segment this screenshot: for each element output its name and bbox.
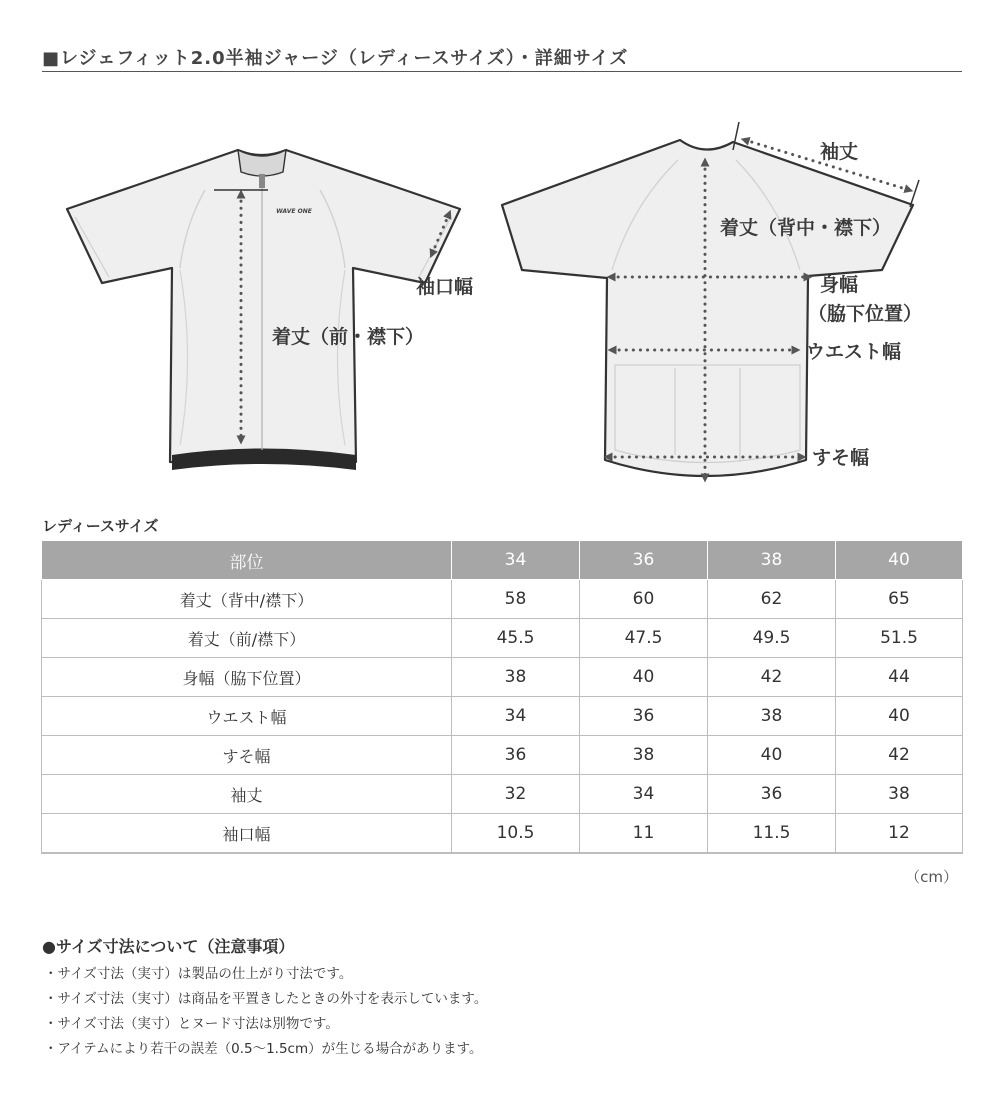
cell-value: 38 xyxy=(580,736,708,775)
row-part: 袖丈 xyxy=(42,775,452,814)
notes-list xyxy=(44,962,487,1062)
brand-logo: WAVE ONE xyxy=(276,208,312,215)
cell-value: 42 xyxy=(708,658,836,697)
page-title: ■レジェフィット2.0半袖ジャージ（レディースサイズ）・詳細サイズ xyxy=(42,48,629,69)
label-chest-width: 身幅 xyxy=(820,274,859,296)
header-part: 部位 xyxy=(42,541,452,580)
cell-value: 38 xyxy=(452,658,580,697)
cell-value: 36 xyxy=(708,775,836,814)
cell-value: 36 xyxy=(580,697,708,736)
cell-value: 58 xyxy=(452,580,580,619)
table-header-row xyxy=(42,541,963,580)
cell-value: 11 xyxy=(580,814,708,854)
cell-value: 51.5 xyxy=(836,619,963,658)
row-part: 身幅（脇下位置） xyxy=(42,658,452,697)
note-item: ・サイズ寸法（実寸）は製品の仕上がり寸法です。 xyxy=(44,966,353,982)
row-part: ウエスト幅 xyxy=(42,697,452,736)
section-label: レディースサイズ xyxy=(42,517,159,535)
table-row xyxy=(42,736,963,775)
cell-value: 10.5 xyxy=(452,814,580,854)
label-chest-width-position: （脇下位置） xyxy=(808,303,923,325)
cell-value: 62 xyxy=(708,580,836,619)
cell-value: 12 xyxy=(836,814,963,854)
title-divider xyxy=(42,71,962,72)
cell-value: 60 xyxy=(580,580,708,619)
cell-value: 38 xyxy=(836,775,963,814)
cell-value: 42 xyxy=(836,736,963,775)
note-item: ・アイテムにより若干の誤差（0.5〜1.5cm）が生じる場合があります。 xyxy=(44,1041,483,1057)
table-row xyxy=(42,580,963,619)
note-item: ・サイズ寸法（実寸）は商品を平置きしたときの外寸を表示しています。 xyxy=(44,991,488,1007)
jersey-diagram xyxy=(0,100,1000,500)
table-row xyxy=(42,619,963,658)
table-row xyxy=(42,775,963,814)
cell-value: 40 xyxy=(708,736,836,775)
table-row xyxy=(42,697,963,736)
notes-title: ●サイズ寸法について（注意事項） xyxy=(42,937,295,956)
label-cuff-width: 袖口幅 xyxy=(416,276,474,298)
label-hem-width: すそ幅 xyxy=(812,447,870,469)
cell-value: 32 xyxy=(452,775,580,814)
cell-value: 47.5 xyxy=(580,619,708,658)
row-part: 袖口幅 xyxy=(42,814,452,854)
label-back-length: 着丈（背中・襟下） xyxy=(720,217,892,239)
front-jersey xyxy=(67,150,460,470)
header-size: 36 xyxy=(580,541,708,580)
cell-value: 34 xyxy=(452,697,580,736)
table-row xyxy=(42,658,963,697)
header-size: 34 xyxy=(452,541,580,580)
cell-value: 38 xyxy=(708,697,836,736)
cell-value: 36 xyxy=(452,736,580,775)
cell-value: 11.5 xyxy=(708,814,836,854)
cell-value: 65 xyxy=(836,580,963,619)
unit-label: （cm） xyxy=(905,868,958,886)
row-part: すそ幅 xyxy=(42,736,452,775)
cell-value: 44 xyxy=(836,658,963,697)
size-table xyxy=(41,540,963,854)
row-part: 着丈（前/襟下） xyxy=(42,619,452,658)
header-size: 38 xyxy=(708,541,836,580)
cell-value: 34 xyxy=(580,775,708,814)
note-item: ・サイズ寸法（実寸）とヌード寸法は別物です。 xyxy=(44,1016,339,1032)
cell-value: 49.5 xyxy=(708,619,836,658)
label-waist-width: ウエスト幅 xyxy=(806,341,902,363)
cell-value: 40 xyxy=(580,658,708,697)
cell-value: 40 xyxy=(836,697,963,736)
front-jersey-body xyxy=(67,150,460,462)
cell-value: 45.5 xyxy=(452,619,580,658)
label-sleeve-length: 袖丈 xyxy=(820,141,859,163)
table-row xyxy=(42,814,963,854)
row-part: 着丈（背中/襟下） xyxy=(42,580,452,619)
header-size: 40 xyxy=(836,541,963,580)
label-front-length: 着丈（前・襟下） xyxy=(272,326,425,348)
